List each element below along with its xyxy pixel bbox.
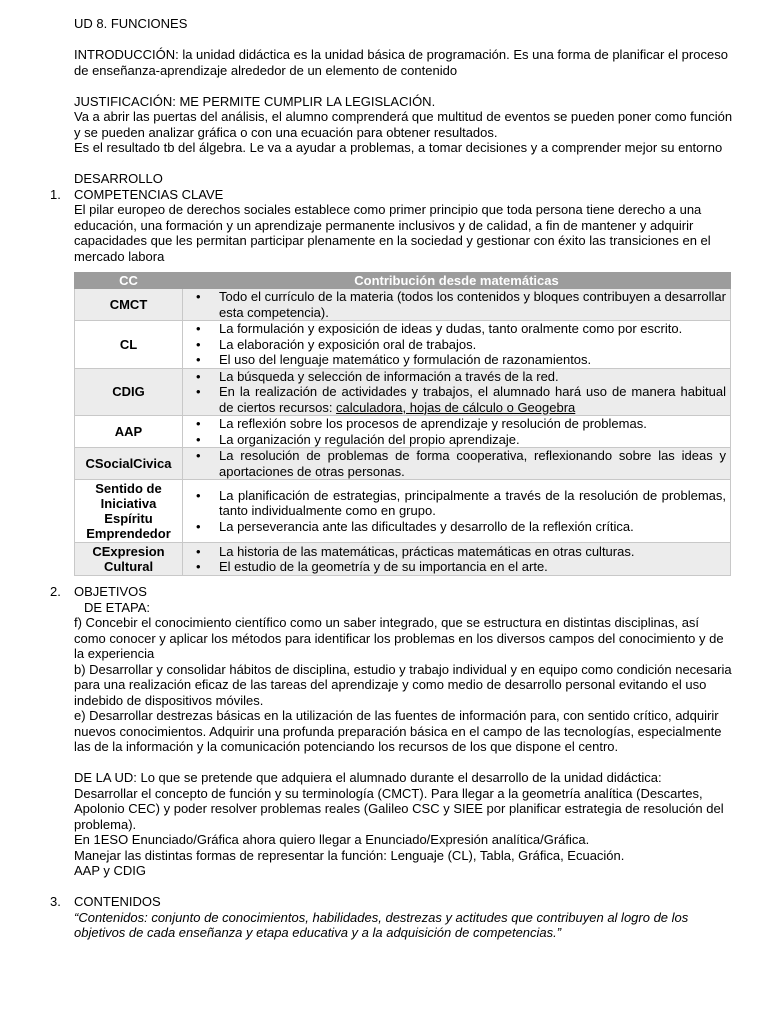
- competency-code: CExpresion Cultural: [75, 543, 183, 576]
- list-item-text: En la realización de actividades y trabajos, el alumnado hará uso de manera habitual de ciertos recursos:: [219, 384, 726, 415]
- list-item: • La formulación y exposición de ideas y dudas, tanto oralmente como por escrito.: [183, 321, 730, 337]
- contribution-cell: [183, 368, 731, 416]
- table-row: [75, 480, 731, 543]
- contents-definition-quote: “Contenidos: conjunto de conocimientos, habilidades, destrezas y actitudes que contribuyen al logro de los objetivos de cada enseñanza y etapa educativa y a la adquisición de competencias.”: [74, 909, 689, 940]
- list-item: • La resolución de problemas de forma cooperativa, reflexionando sobre las ideas y aportaciones de otras personas.: [183, 448, 730, 479]
- justification-line-1: Va a abrir las puertas del análisis, el alumno comprenderá que multitud de eventos se pueden poner como función y se pueden analizar gráfica o con una ecuación para obtener resultados.: [74, 109, 733, 140]
- list-item: • La búsqueda y selección de información a través de la red.: [183, 369, 730, 385]
- section-2-heading: [50, 584, 734, 600]
- competency-code: Sentido de Iniciativa Espíritu Emprendedor: [75, 480, 183, 543]
- competency-code: AAP: [75, 416, 183, 448]
- section-2-number: 2.: [50, 584, 61, 599]
- contribution-cell: [183, 480, 731, 543]
- unit-objectives-heading: DE LA UD: Lo que se pretende que adquiera el alumnado durante el desarrollo de la unidad didáctica:: [74, 770, 662, 785]
- competencies-table: [74, 272, 731, 576]
- unit-objective-line: AAP y CDIG: [74, 863, 147, 878]
- unit-objective-line: En 1ESO Enunciado/Gráfica ahora quiero llegar a Enunciado/Expresión analítica/Gráfica.: [74, 832, 590, 847]
- competency-code: CDIG: [75, 368, 183, 416]
- stage-objective-e: e) Desarrollar destrezas básicas en la utilización de las fuentes de información para, con sentido crítico, adquirir nuevos conocimientos. Adquirir una profunda preparación básica en el campo de las tecnologías, especialmente las de la información y la comunicación potenciando los recursos de los que dispone el centro.: [74, 708, 722, 754]
- contribution-cell: [183, 543, 731, 576]
- section-1-text: El pilar europeo de derechos sociales establece como primer principio que toda persona tiene derecho a una educación, una formación y un aprendizaje permanente inclusivos y de calidad, a fin de mantener y adquirir capacidades que les permitan participar plenamente en la sociedad y gestionar con éxito las transiciones en el mercado labora: [74, 202, 711, 264]
- column-header-cc: CC: [75, 273, 183, 289]
- section-1-number: 1.: [50, 186, 61, 202]
- list-item: • El estudio de la geometría y de su importancia en el arte.: [183, 559, 730, 575]
- resources-underlined-text: calculadora, hojas de cálculo o Geogebra: [336, 399, 576, 415]
- development-heading: DESARROLLO: [74, 171, 163, 186]
- unit-objective-line: Manejar las distintas formas de representar la función: Lenguaje (CL), Tabla, Gráfica, Ecuación.: [74, 847, 625, 863]
- section-3-heading: [50, 894, 734, 910]
- table-row: [75, 321, 731, 369]
- list-item: • La planificación de estrategias, principalmente a través de la resolución de problemas, tanto individualmente como en grupo.: [183, 488, 730, 519]
- list-item: • El uso del lenguaje matemático y formulación de razonamientos.: [183, 352, 730, 368]
- section-1-heading: [50, 186, 734, 203]
- section-1-title: COMPETENCIAS CLAVE: [74, 186, 224, 202]
- list-item: [183, 384, 730, 415]
- contribution-cell: [183, 448, 731, 480]
- section-3-title: CONTENIDOS: [74, 894, 161, 909]
- list-item: • La perseverancia ante las dificultades y desarrollo de la reflexión crítica.: [183, 519, 730, 535]
- list-item: • La historia de las matemáticas, prácticas matemáticas en otras culturas.: [183, 544, 730, 560]
- introduction-paragraph: INTRODUCCIÓN: la unidad didáctica es la unidad básica de programación. Es una forma de planificar el proceso de enseñanza-aprendizaje alrededor de un elemento de contenido: [74, 47, 728, 78]
- competency-code: CL: [75, 321, 183, 369]
- table-row: [75, 368, 731, 416]
- justification-heading: JUSTIFICACIÓN: ME PERMITE CUMPLIR LA LEGISLACIÓN.: [74, 93, 436, 109]
- competency-code: CMCT: [75, 289, 183, 321]
- list-item: • La reflexión sobre los procesos de aprendizaje y resolución de problemas.: [183, 416, 730, 432]
- table-row: [75, 543, 731, 576]
- contribution-cell: [183, 416, 731, 448]
- table-row: [75, 416, 731, 448]
- stage-objectives-heading: DE ETAPA:: [84, 599, 150, 615]
- section-2-title: OBJETIVOS: [74, 584, 147, 599]
- stage-objective-b: b) Desarrollar y consolidar hábitos de disciplina, estudio y trabajo individual y en equipo como condición necesaria para una realización eficaz de las tareas del aprendizaje y como medio de desarrollo personal evitando el uso indebido de dispositivos móviles.: [74, 661, 732, 708]
- contribution-cell: [183, 289, 731, 321]
- document-title: UD 8. FUNCIONES: [74, 16, 188, 31]
- column-header-contribution: Contribución desde matemáticas: [183, 273, 731, 289]
- justification-line-2: Es el resultado tb del álgebra. Le va a ayudar a problemas, a tomar decisiones y a comprender mejor su entorno: [74, 140, 723, 155]
- unit-objective-line: Desarrollar el concepto de función y su terminología (CMCT). Para llegar a la geometría analítica (Descartes, Apolonio CEC) y poder resolver problemas reales (Galileo CSC y SIEE por planificar estrategia de resolución del problema).: [74, 785, 724, 832]
- list-item: • Todo el currículo de la materia (todos los contenidos y bloques contribuyen a desarrollar esta competencia).: [183, 289, 730, 320]
- contribution-cell: [183, 321, 731, 369]
- competency-code: CSocialCivica: [75, 448, 183, 480]
- table-row: [75, 289, 731, 321]
- section-3-number: 3.: [50, 894, 61, 909]
- list-item: • La organización y regulación del propio aprendizaje.: [183, 432, 730, 448]
- table-header-row: [75, 273, 731, 289]
- stage-objective-f: f) Concebir el conocimiento científico como un saber integrado, que se estructura en distintas disciplinas, así como conocer y aplicar los métodos para identificar los problemas en los diversos campos del conocimiento y de la experiencia: [74, 615, 724, 661]
- table-row: [75, 448, 731, 480]
- list-item: • La elaboración y exposición oral de trabajos.: [183, 337, 730, 353]
- document-page: [50, 16, 734, 941]
